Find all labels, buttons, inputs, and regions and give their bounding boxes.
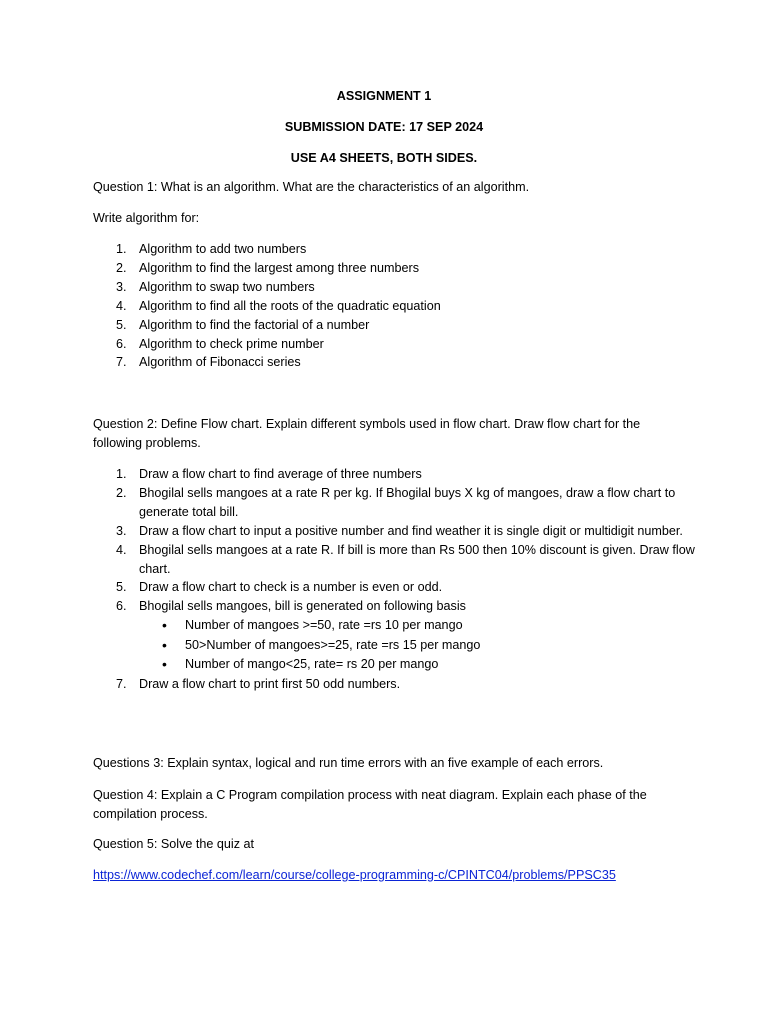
question-1-intro: Write algorithm for: (93, 211, 200, 225)
list-item: Algorithm to swap two numbers (139, 279, 315, 294)
assignment-title: ASSIGNMENT 1 (336, 89, 432, 103)
list-item: Algorithm to find the largest among three numbers (139, 260, 420, 275)
question-3: Questions 3: Explain syntax, logical and run time errors with an five example of each errors. (93, 756, 604, 770)
rate-bullet-list (139, 616, 719, 675)
submission-date: SUBMISSION DATE: 17 SEP 2024 (284, 120, 484, 134)
list-item: Draw a flow chart to check is a number is even or odd. (139, 580, 443, 595)
list-item: Algorithm of Fibonacci series (139, 355, 301, 370)
bullet-item: • 50>Number of mangoes>=25, rate =rs 15 per mango (185, 636, 719, 656)
list-item: Draw a flow chart to find average of three numbers (139, 467, 422, 481)
flowchart-list (93, 465, 719, 694)
sheet-instruction: USE A4 SHEETS, BOTH SIDES. (290, 151, 478, 165)
algorithm-list (93, 240, 719, 372)
list-item: Algorithm to find the factorial of a number (139, 317, 370, 332)
bullet-item: • Number of mangoes >=50, rate =rs 10 per mango (185, 616, 719, 636)
list-item: Draw a flow chart to input a positive number and find weather it is single digit or multidigit number. (139, 523, 683, 538)
question-1: Question 1: What is an algorithm. What are the characteristics of an algorithm. (93, 180, 530, 194)
list-item: Bhogilal sells mangoes at a rate R per kg. If Bhogilal buys X kg of mangoes, draw a flow chart to generate total bill. (139, 485, 676, 519)
quiz-link[interactable]: https://www.codechef.com/learn/course/college-programming-c/CPINTC04/problems/PPSC35 (93, 868, 616, 882)
list-item: Bhogilal sells mangoes at a rate R. If bill is more than Rs 500 then 10% discount is given. Draw flow chart. (139, 542, 695, 576)
list-item (139, 597, 719, 674)
list-item: Algorithm to find all the roots of the quadratic equation (139, 298, 441, 313)
question-2: Question 2: Define Flow chart. Explain different symbols used in flow chart. Draw flow chart for the following problems. (93, 417, 641, 450)
list-item-text: Bhogilal sells mangoes, bill is generated on following basis (139, 599, 466, 614)
list-item: Draw a flow chart to print first 50 odd numbers. (139, 676, 401, 691)
question-4: Question 4: Explain a C Program compilation process with neat diagram. Explain each phase of the compilation process. (93, 788, 647, 821)
question-5: Question 5: Solve the quiz at (93, 837, 255, 851)
quiz-link-line (93, 866, 693, 885)
list-item: Algorithm to check prime number (139, 336, 324, 351)
list-item: Algorithm to add two numbers (139, 242, 307, 256)
bullet-item: • Number of mango<25, rate= rs 20 per mango (185, 655, 719, 675)
